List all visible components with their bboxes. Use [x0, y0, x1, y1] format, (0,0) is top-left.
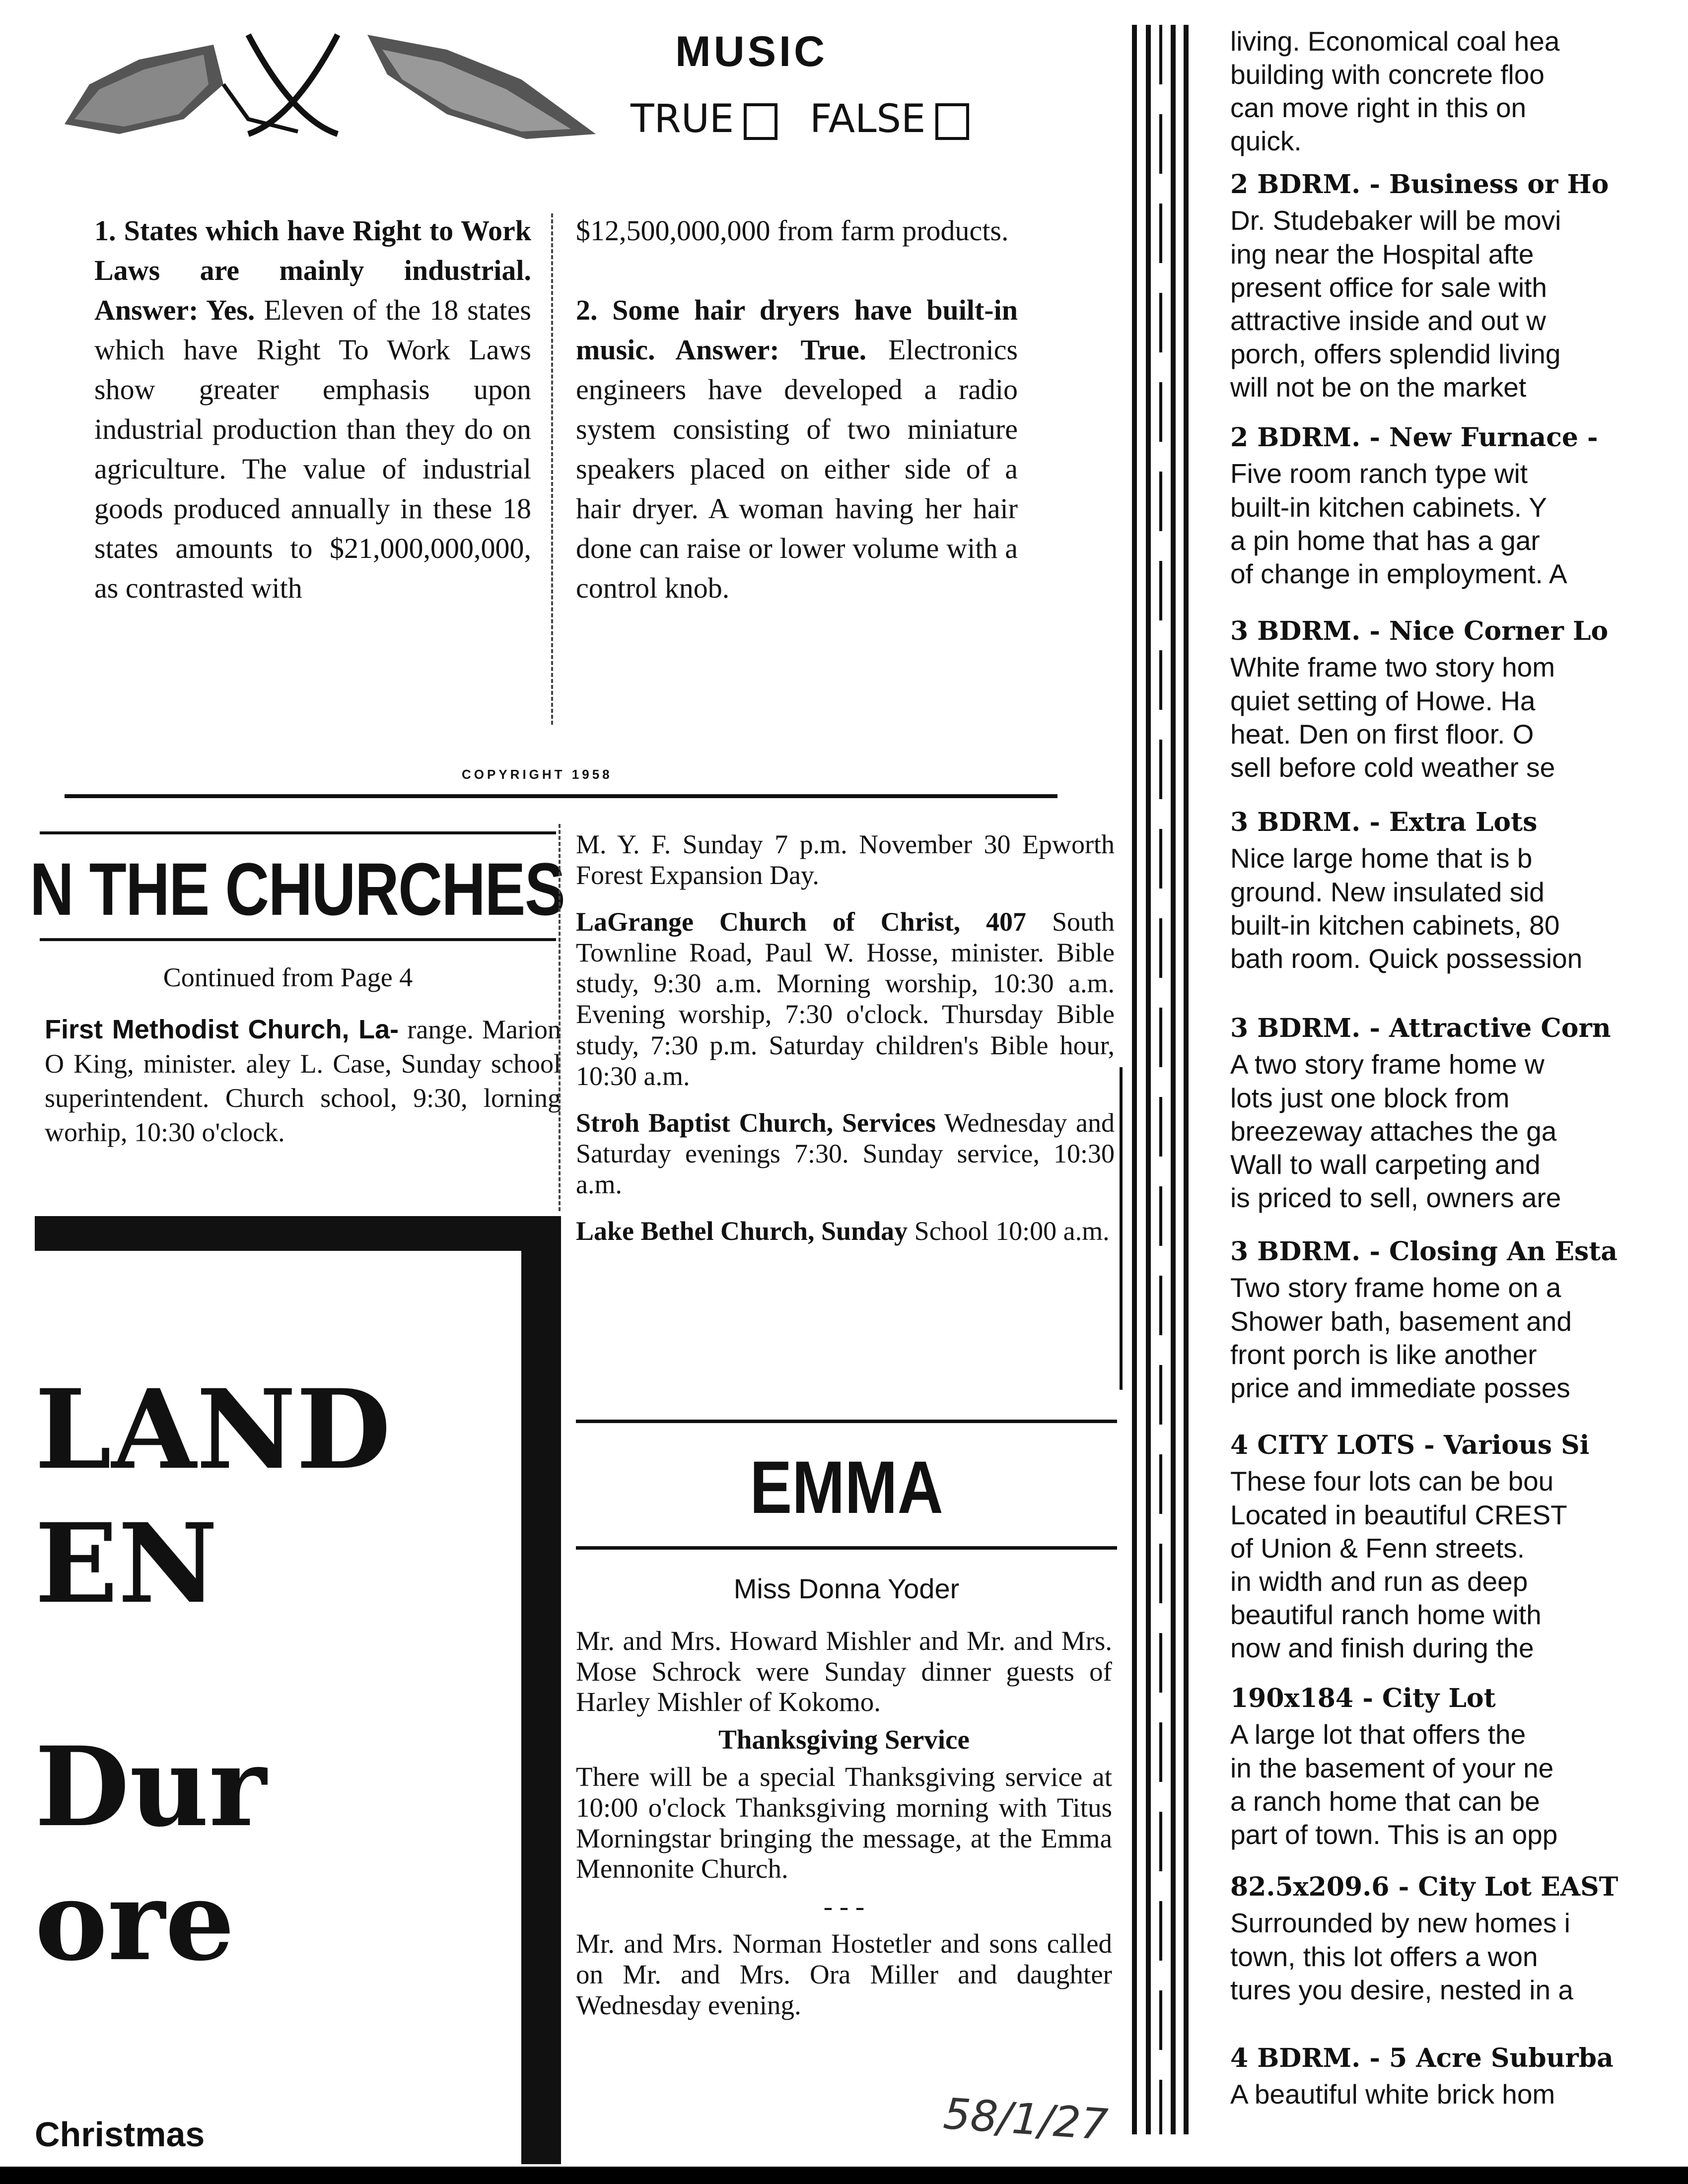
- re-line: A beautiful white brick hom: [1230, 2079, 1555, 2110]
- scan-bottom-border: [0, 2167, 1688, 2184]
- re-listing: [1230, 1871, 1688, 2007]
- re-listing: [1230, 1236, 1688, 1405]
- q2-body: Electronics engineers have developed a radio system consisting of two miniature speakers placed on either side of a hair dryer. A woman having her hair done can raise or lower volume with a control knob.: [576, 334, 1018, 605]
- re-line: ground. New insulated sid: [1230, 876, 1545, 907]
- false-label: FALSE: [810, 97, 926, 141]
- q1-heading: 1. States which have Right to Work Laws are mainly industrial. Answer: Yes.: [94, 214, 531, 327]
- re-line: is priced to sell, owners are: [1230, 1182, 1561, 1213]
- churches-top-rule: [40, 831, 556, 834]
- ad-line-3: Dur: [35, 1722, 267, 1851]
- myf-listing: M. Y. F. Sunday 7 p.m. November 30 Epworth Forest Expansion Day.: [576, 829, 1115, 890]
- re-line: of change in employment. A: [1230, 558, 1567, 589]
- churches-bottom-rule: [40, 938, 556, 941]
- re-listing-heading: 4 CITY LOTS - Various Si: [1230, 1430, 1590, 1460]
- column-divider: [551, 213, 555, 725]
- re-line: bath room. Quick possession: [1230, 943, 1583, 974]
- re-line: quiet setting of Howe. Ha: [1230, 685, 1536, 716]
- re-listing: [1230, 1683, 1688, 1851]
- re-listing: [1230, 2043, 1688, 2112]
- true-false-row: [631, 97, 989, 141]
- re-line: present office for sale with: [1230, 272, 1547, 303]
- stroh-heading: Stroh Baptist Church, Services: [576, 1107, 936, 1138]
- re-line: lots just one block from: [1230, 1082, 1510, 1113]
- re-top-line: building with concrete floo: [1230, 59, 1545, 90]
- re-line: will not be on the market: [1230, 371, 1527, 403]
- re-listing-heading: 190x184 - City Lot: [1230, 1683, 1496, 1713]
- section-rule: [65, 794, 1057, 798]
- ad-line-2: EN: [35, 1499, 218, 1628]
- re-listing: [1230, 807, 1688, 975]
- methodist-listing: [45, 1013, 561, 1150]
- decorative-column-border: [1127, 25, 1192, 2134]
- re-listing-heading: 3 BDRM. - Extra Lots: [1230, 807, 1538, 837]
- lagrange-heading: LaGrange Church of Christ, 407: [576, 907, 1027, 937]
- true-label: TRUE: [631, 97, 734, 141]
- emma-paragraph-2: There will be a special Thanksgiving service at 10:00 o'clock Thanksgiving morning with Titus Morningstar bringing the message, at the Emma Mennonite Church.: [576, 1762, 1112, 1884]
- re-listing-heading: 2 BDRM. - Business or Ho: [1230, 169, 1609, 200]
- handwritten-note: 58/1/27: [941, 2089, 1110, 2150]
- real-estate-column: [1230, 25, 1688, 2167]
- re-line: in the basement of your ne: [1230, 1752, 1554, 1783]
- bethel-body: School 10:00 a.m.: [914, 1216, 1110, 1246]
- decorative-ornament: [60, 20, 606, 149]
- emma-top-rule: [576, 1420, 1117, 1423]
- re-line: sell before cold weather se: [1230, 751, 1555, 783]
- advertisement-box: [35, 1216, 561, 2164]
- re-line: Wall to wall carpeting and: [1230, 1149, 1541, 1180]
- re-listing: [1230, 422, 1688, 591]
- column-divider: [559, 824, 563, 1211]
- re-line: beautiful ranch home with: [1230, 1599, 1542, 1630]
- true-checkbox: [744, 103, 777, 140]
- methodist-body: range. Marion O King, minister. aley L. Case, Sunday school superintendent. Church school, 9:30, lorning worhip, 10:30 o'clock.: [45, 1015, 562, 1148]
- music-question-2: [576, 211, 1018, 608]
- q1-continuation: $12,500,000,000 from farm products.: [576, 214, 1009, 247]
- re-line: front porch is like another: [1230, 1339, 1537, 1370]
- re-line: now and finish during the: [1230, 1632, 1534, 1663]
- re-listing: [1230, 615, 1688, 784]
- re-line: These four lots can be bou: [1230, 1466, 1554, 1497]
- lagrange-body: South Townline Road, Paul W. Hosse, minister. Bible study, 9:30 a.m. Morning worship, 10:30 a.m. Evening worship, 7:30 o'clock. Thursday Bible study, 7:30 p.m. Saturday children's Bible hour, 10:30 a.m.: [576, 907, 1115, 1091]
- re-line: built-in kitchen cabinets. Y: [1230, 491, 1547, 523]
- re-top-line: quick.: [1230, 126, 1302, 157]
- re-line: A large lot that offers the: [1230, 1719, 1526, 1750]
- ad-line-4: ore: [35, 1856, 235, 1985]
- q2-heading: 2. Some hair dryers have built-in music. Answer: True.: [576, 294, 1018, 366]
- re-continued: [1230, 25, 1688, 158]
- re-line: Shower bath, basement and: [1230, 1305, 1572, 1337]
- re-line: price and immediate posses: [1230, 1372, 1570, 1403]
- emma-column: [576, 1626, 1112, 2027]
- re-line: in width and run as deep: [1230, 1566, 1528, 1597]
- re-line: heat. Den on first floor. O: [1230, 718, 1534, 750]
- column-divider: [1120, 1067, 1123, 1390]
- ad-line-5: Christmas: [35, 2115, 205, 2154]
- re-line: A two story frame home w: [1230, 1049, 1545, 1080]
- re-listing-heading: 82.5x209.6 - City Lot EAST: [1230, 1872, 1618, 1902]
- re-listing-heading: 4 BDRM. - 5 Acre Suburba: [1230, 2043, 1614, 2073]
- churches-heading: N THE CHURCHES: [30, 847, 565, 931]
- stroh-body: Wednesday and Saturday evenings 7:30. Sunday service, 10:30 a.m.: [576, 1107, 1115, 1199]
- re-listing-heading: 3 BDRM. - Closing An Esta: [1230, 1236, 1618, 1267]
- q1-body: Eleven of the 18 states which have Right To Work Laws show greater emphasis upon industrial production than they do on agriculture. The value of industrial goods produced annually in these 18 states amounts to $21,000,000,000, as contrasted with: [94, 294, 531, 605]
- emma-bottom-rule: [576, 1546, 1117, 1550]
- re-line: built-in kitchen cabinets, 80: [1230, 909, 1560, 941]
- re-line: Located in beautiful CREST: [1230, 1499, 1567, 1530]
- emma-heading: EMMA: [750, 1445, 943, 1529]
- re-line: Two story frame home on a: [1230, 1272, 1561, 1303]
- re-line: ing near the Hospital afte: [1230, 238, 1534, 270]
- re-line: a pin home that has a gar: [1230, 525, 1540, 556]
- re-listing: [1230, 1430, 1688, 1665]
- re-line: attractive inside and out w: [1230, 305, 1546, 336]
- re-line: Surrounded by new homes i: [1230, 1908, 1570, 1939]
- emma-paragraph-3: Mr. and Mrs. Norman Hostetler and sons called on Mr. and Mrs. Ora Miller and daughter Wednesday evening.: [576, 1928, 1112, 2020]
- continued-note: Continued from Page 4: [163, 962, 413, 992]
- re-line: Dr. Studebaker will be movi: [1230, 205, 1561, 236]
- emma-paragraph-1: Mr. and Mrs. Howard Mishler and Mr. and Mrs. Mose Schrock were Sunday dinner guests of Harley Mishler of Kokomo.: [576, 1626, 1112, 1717]
- re-line: Nice large home that is b: [1230, 843, 1533, 874]
- re-top-line: living. Economical coal hea: [1230, 26, 1560, 57]
- re-line: town, this lot offers a won: [1230, 1941, 1538, 1972]
- re-line: a ranch home that can be: [1230, 1785, 1540, 1817]
- music-title: MUSIC: [675, 28, 828, 75]
- re-top-line: can move right in this on: [1230, 92, 1527, 124]
- ad-line-1: LAND: [35, 1365, 391, 1494]
- bethel-heading: Lake Bethel Church, Sunday: [576, 1216, 908, 1246]
- emma-divider: - - -: [823, 1891, 865, 1921]
- re-line: Five room ranch type wit: [1230, 458, 1528, 489]
- re-listing-heading: 3 BDRM. - Attractive Corn: [1230, 1013, 1611, 1043]
- false-checkbox: [935, 103, 969, 140]
- re-line: White frame two story hom: [1230, 652, 1555, 683]
- re-line: porch, offers splendid living: [1230, 338, 1561, 369]
- re-listing: [1230, 169, 1688, 404]
- re-listing: [1230, 1013, 1688, 1215]
- re-line: part of town. This is an opp: [1230, 1819, 1558, 1850]
- re-listing-heading: 3 BDRM. - Nice Corner Lo: [1230, 616, 1609, 646]
- re-listing-heading: 2 BDRM. - New Furnace -: [1230, 422, 1598, 453]
- re-line: breezeway attaches the ga: [1230, 1115, 1557, 1147]
- re-line: tures you desire, nested in a: [1230, 1974, 1573, 2005]
- re-line: of Union & Fenn streets.: [1230, 1532, 1525, 1564]
- methodist-heading: First Methodist Church, La-: [45, 1015, 399, 1044]
- copyright-line: COPYRIGHT 1958: [462, 767, 613, 782]
- church-listings-right: [576, 829, 1115, 1262]
- emma-subheading: Thanksgiving Service: [718, 1724, 970, 1755]
- emma-byline: Miss Donna Yoder: [733, 1573, 960, 1604]
- music-question-1: [94, 211, 531, 608]
